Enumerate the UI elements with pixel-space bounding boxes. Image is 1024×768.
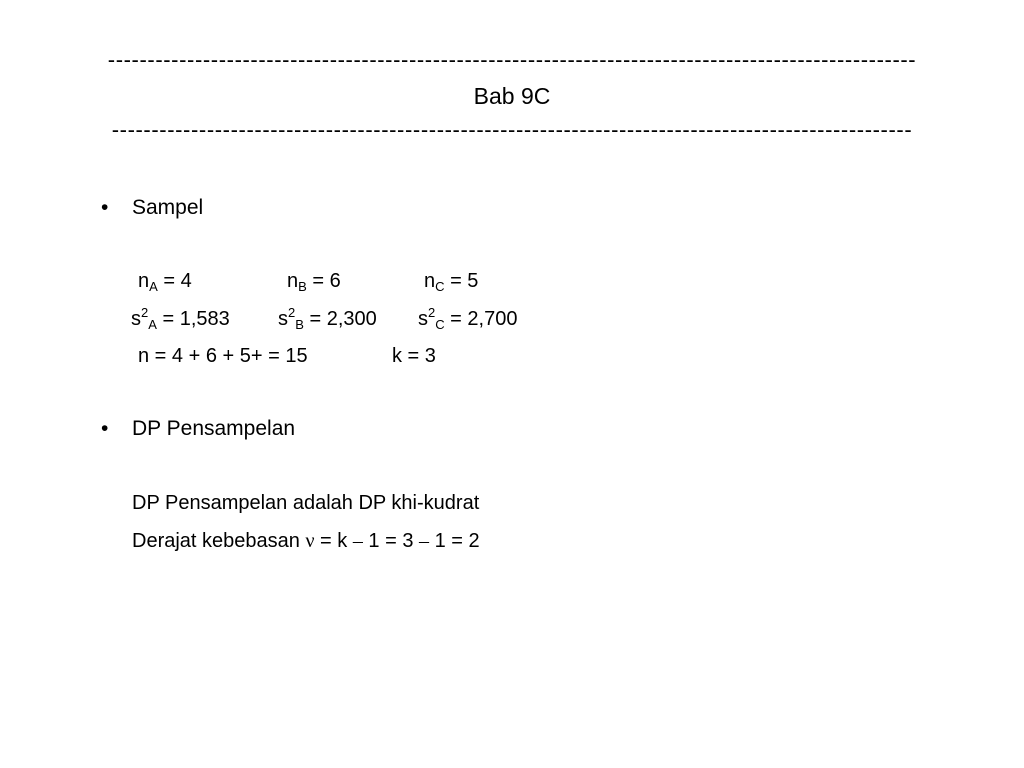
bullet-icon: • [101,196,109,219]
sample-size-b: $n_B = 6$ [287,270,341,294]
minus-sign: – [352,530,363,552]
sampling-distribution-line: DP Pensampelan adalah DP khi-kudrat [132,492,480,514]
bullet-sampel-label: Sampel [132,196,204,219]
nu-symbol: ν [305,530,315,552]
page-title: Bab 9C [473,83,551,109]
header-top-rule: ------------------------------------------------------------------------------------------------------ [107,48,917,72]
total-n: n = 4 + 6 + 5+ = 15 [138,345,308,367]
bullet-sampel [101,195,203,221]
variance-b: $s^2_B = 2,300$ [278,305,377,332]
bullet-icon: • [101,417,109,440]
sample-size-a: $n_A = 4$ [138,270,192,294]
bullet-dp-pensampelan-label: DP Pensampelan [132,417,296,440]
group-count-k: k = 3 [392,345,436,367]
variance-a: $s^2_A = 1,583$ [131,305,230,332]
header-bottom-rule: ----------------------------------------------------------------------------------------------------- [111,118,913,142]
variance-c: $s^2_C = 2,700$ [418,305,518,332]
sample-size-c: $n_C = 5$ [424,270,479,294]
bullet-dp-pensampelan [101,416,295,442]
degrees-of-freedom-line: Derajat kebebasan ν = k – 1 = 3 – 1 = 2 [132,530,480,552]
minus-sign: – [419,530,430,552]
